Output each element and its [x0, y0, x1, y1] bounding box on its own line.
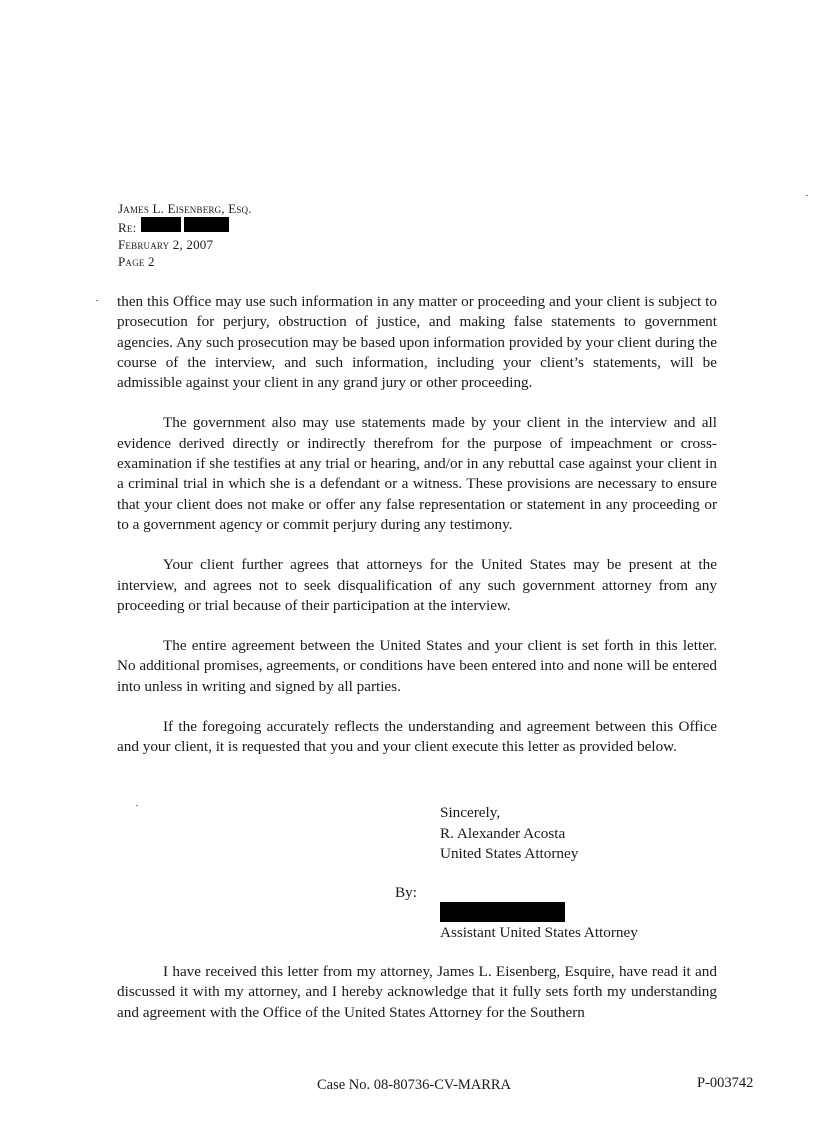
closing-line: Sincerely, — [440, 804, 501, 821]
scan-speck — [806, 195, 808, 196]
redaction-bar — [184, 217, 229, 232]
case-number: Case No. 08-80736-CV-MARRA — [317, 1077, 512, 1093]
body-paragraph: Your client further agrees that attorneys for the United States may be present at the interview, and agrees not to seek disqualification of any such government attorney from any proceeding or trial because of their participation at the interview. — [117, 556, 717, 614]
recipient-line: James L. Eisenberg, Esq. — [118, 201, 252, 216]
redaction-bar — [141, 217, 181, 232]
letter-header — [118, 200, 478, 270]
signature-block — [440, 803, 578, 865]
by-label: By: — [395, 884, 417, 901]
scan-speck — [96, 300, 98, 301]
assistant-title: Assistant United States Attorney — [440, 924, 638, 941]
letter-body — [117, 292, 717, 778]
body-paragraph: then this Office may use such information in any matter or proceeding and your client is subject to prosecution for perjury, obstruction of justice, and making false statements to government agencies. Any such prosecution may be based upon information provided by your client during the course of the interview, and such information, including your client’s statements, will be admissible against your client in any grand jury or other proceeding. — [117, 293, 717, 392]
signatory-title: United States Attorney — [440, 845, 579, 862]
re-label: Re: — [118, 220, 137, 235]
signatory-name: R. Alexander Acosta — [440, 824, 566, 842]
date-line: February 2, 2007 — [118, 237, 214, 252]
signature-redaction-bar — [440, 902, 565, 922]
scan-speck — [136, 805, 138, 806]
page-number-line: Page 2 — [118, 254, 155, 269]
bates-number: P-003742 — [697, 1075, 754, 1091]
body-paragraph: The government also may use statements made by your client in the interview and all evidence derived directly or indirectly therefrom for the purpose of impeachment or cross-examination if she testifies at any trial or hearing, and/or in any rebuttal case against your client in a criminal trial in which she is a defendant or a witness. These provisions are necessary to ensure that your client does not make or offer any false representation or statement in any proceeding or to a government agency or commit perjury during any testimony. — [117, 414, 717, 533]
body-paragraph: If the foregoing accurately reflects the understanding and agreement between this Office and your client, it is requested that you and your client execute this letter as provided below. — [117, 718, 717, 756]
acknowledgment-paragraph: I have received this letter from my attorney, James L. Eisenberg, Esquire, have read it and discussed it with my attorney, and I hereby acknowledge that it fully sets forth my understanding and agreement with the Office of the United States Attorney for the Southern — [117, 963, 717, 1021]
body-paragraph: The entire agreement between the United States and your client is set forth in this letter. No additional promises, agreements, or conditions have been entered into and none will be entered into unless in writing and signed by all parties. — [117, 637, 717, 695]
re-line — [118, 217, 478, 236]
